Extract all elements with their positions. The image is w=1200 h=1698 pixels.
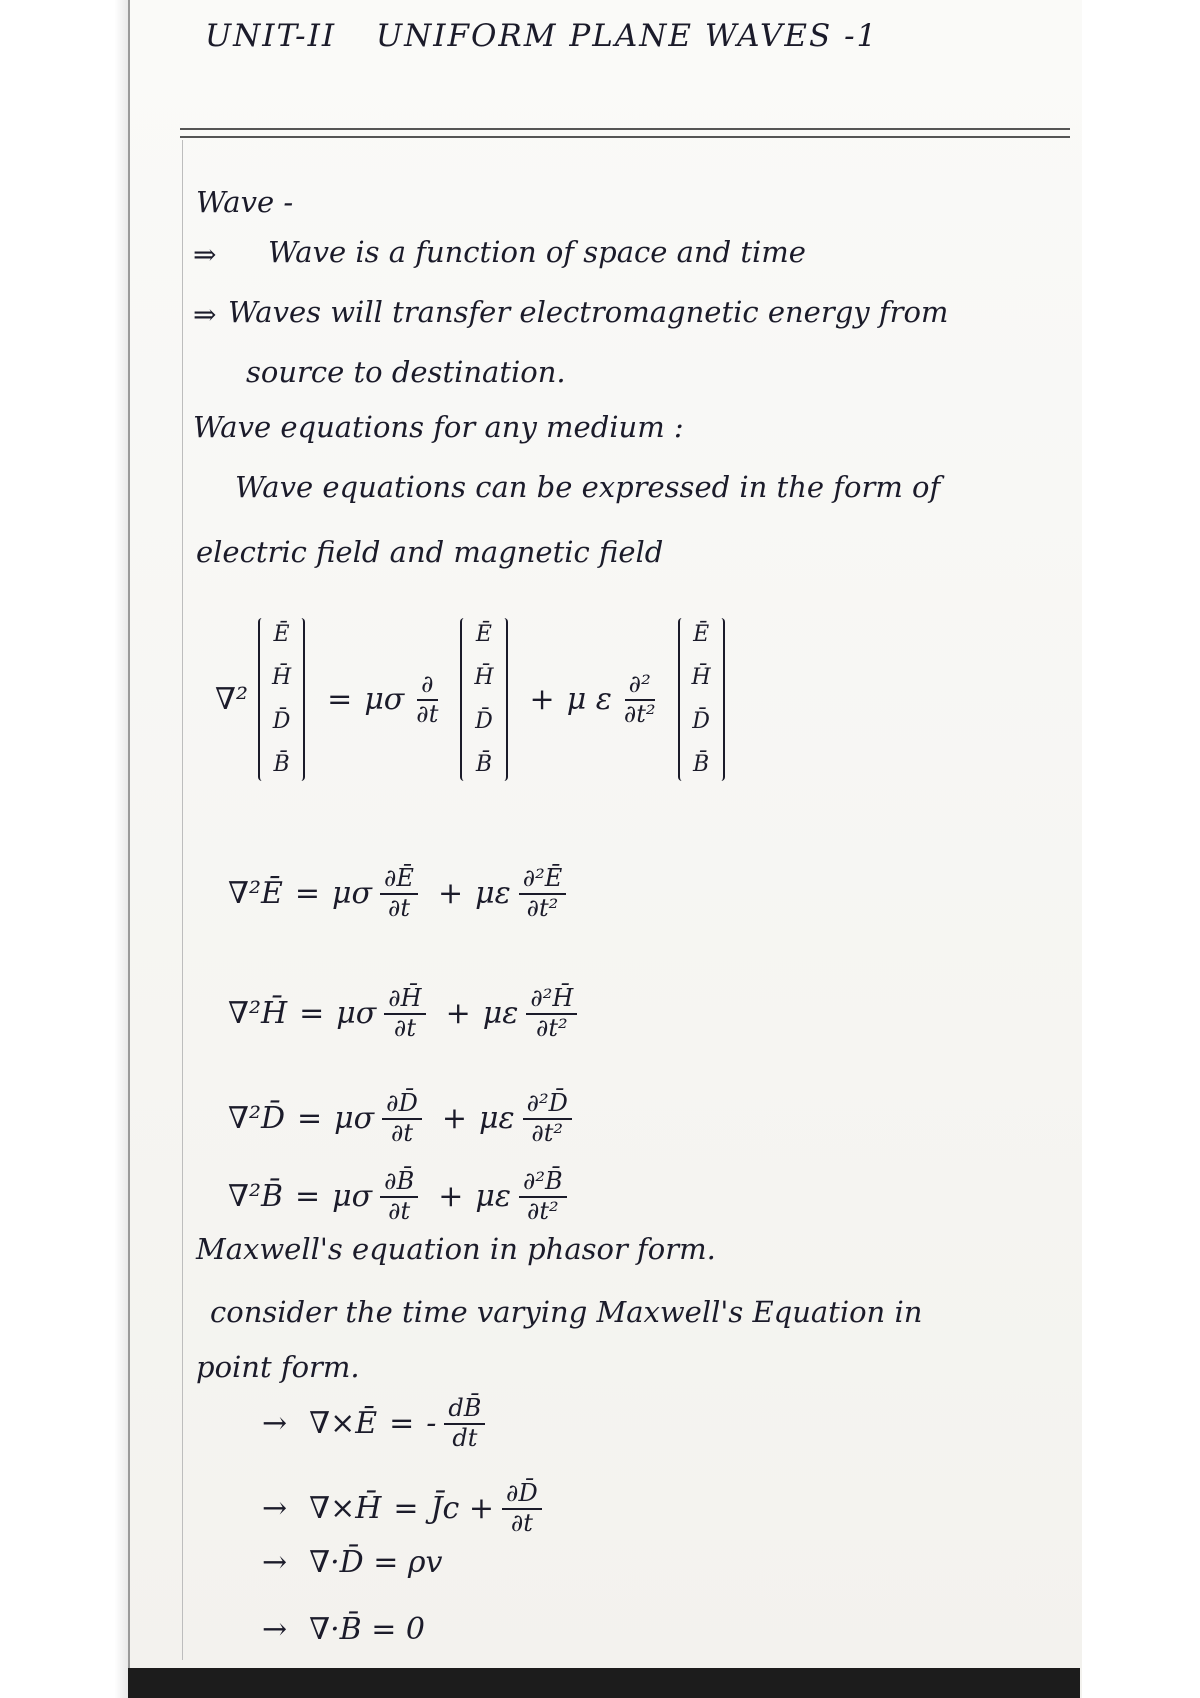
wave-line-2a: Waves will transfer electromagnetic energy from <box>228 295 949 329</box>
maxwell-heading: Maxwell's equation in phasor form. <box>196 1232 716 1266</box>
matrix-equation: ∇² Ē H̄ D̄ B̄ = μσ $\frac{\partial}{\partial t}$ Ē H̄ D̄ B̄ + μ ε $\frac{\text{∂²}}{\text{∂t²}}$ Ē H̄ D̄ B̄ <box>215 618 735 781</box>
coef-mu-sigma: μσ <box>364 682 405 717</box>
wave-heading: Wave - <box>196 185 294 219</box>
maxwell-faraday: → ∇×Ē = - $\frac{dB̄}{dt}$ <box>262 1395 493 1452</box>
wave-equation-e: ∇²Ē = μσ $\frac{\partial Ē}{\partial t}$ + με $\frac{\text{∂²Ē}}{\text{∂t²}}$ <box>228 865 574 922</box>
bullet-arrow: ⇒ <box>193 238 217 271</box>
vector-entry: H̄ <box>474 665 494 691</box>
scan-shadow <box>0 0 130 1698</box>
page-title <box>205 18 906 54</box>
vector-entry: D̄ <box>692 708 710 734</box>
vector-entry: Ē <box>693 622 710 647</box>
title-text: UNIFORM PLANE WAVES -1 <box>376 18 879 54</box>
maxwell-gauss-magnetic: → ∇·B̄ = 0 <box>262 1612 425 1647</box>
bullet-arrow: ⇒ <box>193 298 217 331</box>
vector-entry: B̄ <box>475 751 493 777</box>
maxwell-ampere: → ∇×H̄ = J̄c + $\frac{\partial D̄}{\partial t}$ <box>262 1480 550 1537</box>
field-vector <box>678 618 725 781</box>
wave-equation-b: ∇²B̄ = μσ $\frac{\partial B̄}{\partial t}$ + με $\frac{\text{∂²B̄}}{\text{∂t²}}$ <box>228 1168 575 1225</box>
second-partial-fraction: $\frac{\text{∂²}}{\text{∂t²}}$ <box>623 669 656 728</box>
maxwell-intro-b: point form. <box>196 1350 360 1384</box>
wave-eq-intro-b: electric field and magnetic field <box>196 535 664 569</box>
maxwell-intro-a: consider the time varying Maxwell's Equation in <box>210 1295 923 1329</box>
wave-eq-intro-a: Wave equations can be expressed in the form of <box>235 470 941 504</box>
wave-eq-heading: Wave equations for any medium : <box>193 410 684 444</box>
vector-entry: D̄ <box>272 708 291 734</box>
field-vector <box>258 618 305 781</box>
unit-label: UNIT-II <box>205 18 337 54</box>
field-vector <box>460 618 507 781</box>
vector-entry: D̄ <box>475 708 493 734</box>
wave-equation-d: ∇²D̄ = μσ $\frac{\partial D̄}{\partial t}$ + με $\frac{\text{∂²D̄}}{\text{∂t²}}$ <box>228 1090 580 1147</box>
wave-line-2b: source to destination. <box>246 355 566 389</box>
vector-entry: B̄ <box>693 751 710 777</box>
wave-line-1: Wave is a function of space and time <box>268 235 806 269</box>
margin-line <box>182 140 183 1660</box>
plus-sign: + <box>529 682 555 717</box>
laplacian-lhs: ∇² <box>215 682 248 717</box>
maxwell-gauss-electric: → ∇·D̄ = ρv <box>262 1545 443 1580</box>
coef-mu-epsilon: μ ε <box>566 682 612 717</box>
wave-equation-h: ∇²H̄ = μσ $\frac{\partial H̄}{\partial t}$ + με $\frac{\text{∂²H̄}}{\text{∂t²}}$ <box>228 985 585 1042</box>
vector-entry: H̄ <box>691 665 711 691</box>
vector-entry: B̄ <box>273 751 290 777</box>
partial-fraction: $\frac{\partial}{\partial t}$ <box>416 669 439 728</box>
scan-bottom-edge <box>128 1668 1080 1698</box>
vector-entry: H̄ <box>271 665 292 691</box>
header-rule <box>180 128 1070 130</box>
vector-entry: Ē <box>475 622 492 647</box>
header-rule <box>180 136 1070 138</box>
vector-entry: Ē <box>273 622 290 647</box>
